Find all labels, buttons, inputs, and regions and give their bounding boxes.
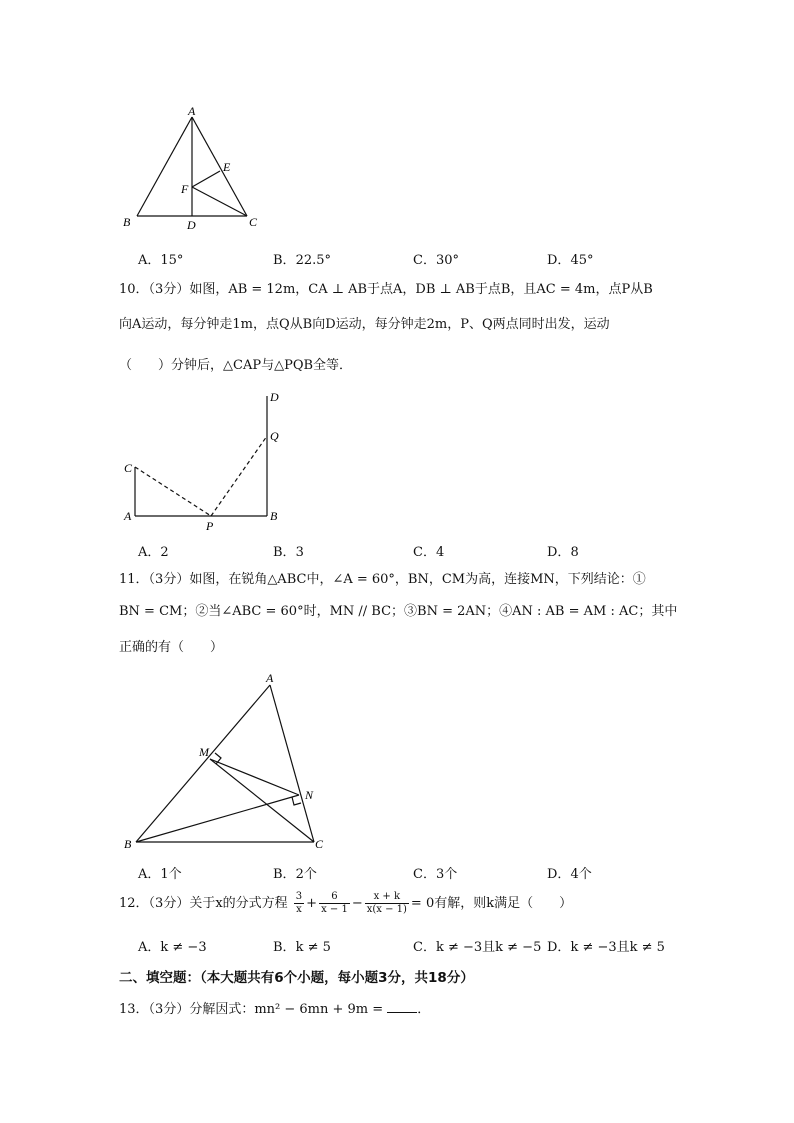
q9-option-d-key: D． bbox=[547, 253, 571, 268]
q10-option-b-key: B． bbox=[273, 545, 296, 560]
q10-option-c bbox=[413, 541, 444, 560]
q12-option-c bbox=[413, 936, 541, 955]
q9-option-b-key: B． bbox=[273, 253, 296, 268]
q13-answer-blank[interactable] bbox=[387, 1000, 417, 1013]
q12-option-c-value: k ≠ −3且k ≠ −5 bbox=[435, 940, 542, 955]
q9-option-b bbox=[273, 249, 331, 268]
q9-option-c-value: 30° bbox=[435, 253, 459, 268]
q11-side-ab bbox=[136, 685, 270, 842]
q12-fraction-1-num: 3 bbox=[295, 891, 303, 902]
q10-segment-cp bbox=[135, 467, 211, 516]
section-2-title: 二、填空题：（本大题共有6个小题，每小题3分，共18分） bbox=[119, 970, 474, 986]
q11-label-c: C bbox=[315, 837, 324, 851]
q11-side-ac bbox=[270, 685, 314, 842]
q12-fraction-3-num: x + k bbox=[365, 891, 409, 904]
q9-option-a bbox=[138, 249, 183, 268]
q9-option-d bbox=[547, 249, 593, 268]
q10-line-3: （ ）分钟后，△CAP与△PQB全等． bbox=[119, 358, 353, 373]
q12-fraction-1-den: x bbox=[296, 904, 302, 915]
q10-label-a: A bbox=[124, 509, 132, 523]
q10-line-2: 向A运动，每分钟走1m，点Q从B向D运动，每分钟走2m，P、Q两点同时出发，运动 bbox=[119, 317, 610, 332]
q11-option-a bbox=[138, 863, 182, 882]
q10-option-a-value: 2 bbox=[160, 545, 169, 560]
q11-label-b: B bbox=[124, 837, 132, 851]
q11-option-d-value: 4个 bbox=[570, 867, 592, 882]
q12-fraction-1 bbox=[294, 891, 304, 916]
q11-right-angle-m bbox=[215, 753, 221, 764]
q12-option-b-value: k ≠ 5 bbox=[295, 940, 331, 955]
q12-fraction-3 bbox=[365, 891, 409, 916]
q10-label-b: B bbox=[270, 509, 278, 523]
q9-option-c bbox=[413, 249, 459, 268]
q11-figure bbox=[115, 668, 325, 858]
q10-option-a-key: A． bbox=[138, 545, 161, 560]
q12-option-d-value: k ≠ −3且k ≠ 5 bbox=[570, 940, 665, 955]
q12-option-b bbox=[273, 936, 331, 955]
q11-segment-mn bbox=[210, 759, 299, 795]
q10-label-p: P bbox=[206, 519, 214, 533]
q11-option-d bbox=[547, 863, 592, 882]
q11-option-d-key: D． bbox=[547, 867, 571, 882]
q13-stem bbox=[119, 1000, 430, 1019]
q11-option-c bbox=[413, 863, 457, 882]
q9-label-a: A bbox=[188, 105, 196, 118]
q11-option-b-value: 2个 bbox=[295, 867, 317, 882]
q12-fraction-2-num: 6 bbox=[319, 891, 350, 904]
q10-option-d bbox=[547, 541, 579, 560]
q10-option-a bbox=[138, 541, 169, 560]
q13-end: ． bbox=[417, 1002, 431, 1017]
q11-option-b-key: B． bbox=[273, 867, 296, 882]
q10-segment-pq bbox=[211, 436, 267, 516]
q11-line-1: 11．（3分）如图，在锐角△ABC中，∠A = 60°，BN，CM为高，连接MN，下列结论：① bbox=[119, 572, 646, 587]
q10-option-b bbox=[273, 541, 304, 560]
q9-label-f: F bbox=[181, 182, 189, 196]
q11-option-a-key: A． bbox=[138, 867, 161, 882]
q10-line-1: 10．（3分）如图，AB = 12m，CA ⊥ AB于点A，DB ⊥ AB于点B，且AC = 4m，点P从B bbox=[119, 282, 653, 297]
q9-label-b: B bbox=[123, 215, 131, 229]
q12-option-d-key: D． bbox=[547, 940, 571, 955]
q11-option-c-value: 3个 bbox=[435, 867, 458, 882]
q10-label-d: D bbox=[270, 390, 279, 404]
q12-fraction-2 bbox=[319, 891, 350, 916]
q12-stem bbox=[119, 890, 572, 918]
q12-prefix: 12．（3分）关于x的分式方程 bbox=[119, 896, 288, 911]
q12-option-d bbox=[547, 936, 665, 955]
q10-option-c-key: C． bbox=[413, 545, 436, 560]
q9-label-d: D bbox=[187, 218, 196, 232]
q11-line-3: 正确的有（ ） bbox=[119, 640, 224, 655]
q11-altitude-bn bbox=[136, 795, 299, 842]
q9-option-d-value: 45° bbox=[570, 253, 594, 268]
q12-option-b-key: B． bbox=[273, 940, 296, 955]
q11-option-a-value: 1个 bbox=[160, 867, 182, 882]
q9-option-a-key: A． bbox=[138, 253, 161, 268]
q11-label-a: A bbox=[266, 671, 274, 685]
q11-option-b bbox=[273, 863, 317, 882]
q9-figure bbox=[115, 105, 275, 235]
q11-altitude-cm bbox=[210, 759, 314, 842]
q10-figure bbox=[115, 388, 290, 533]
q10-option-d-value: 8 bbox=[570, 545, 579, 560]
q9-label-e: E bbox=[223, 160, 231, 174]
q10-option-b-value: 3 bbox=[295, 545, 304, 560]
q12-fraction-3-den: x(x − 1) bbox=[366, 904, 407, 915]
q12-option-a-value: k ≠ −3 bbox=[160, 940, 207, 955]
q10-label-q: Q bbox=[270, 429, 279, 443]
q10-label-c: C bbox=[124, 461, 133, 475]
q12-operator-2: − bbox=[351, 896, 363, 911]
q9-segment-fe bbox=[192, 171, 220, 187]
q12-option-a bbox=[138, 936, 207, 955]
q11-label-n: N bbox=[305, 788, 314, 802]
q11-line-2: BN = CM；②当∠ABC = 60°时，MN // BC；③BN = 2AN；④AN : AB = AM : AC；其中 bbox=[119, 604, 678, 619]
q9-option-c-key: C． bbox=[413, 253, 436, 268]
q13-text: 13．（3分）分解因式：mn² − 6mn + 9m = bbox=[119, 1002, 384, 1017]
q9-option-b-value: 22.5° bbox=[295, 253, 332, 268]
q12-option-a-key: A． bbox=[138, 940, 161, 955]
q9-label-c: C bbox=[249, 215, 258, 229]
q11-label-m: M bbox=[199, 745, 209, 759]
q12-operator-1: + bbox=[306, 896, 318, 911]
q9-side-ab bbox=[137, 117, 192, 216]
q11-right-angle-n bbox=[292, 797, 301, 805]
q10-option-d-key: D． bbox=[547, 545, 571, 560]
q12-option-c-key: C． bbox=[413, 940, 436, 955]
q12-fraction-2-den: x − 1 bbox=[321, 904, 348, 915]
q9-option-a-value: 15° bbox=[160, 253, 184, 268]
q11-option-c-key: C． bbox=[413, 867, 436, 882]
q10-option-c-value: 4 bbox=[435, 545, 445, 560]
q12-suffix: = 0有解，则k满足（ ） bbox=[410, 896, 573, 911]
